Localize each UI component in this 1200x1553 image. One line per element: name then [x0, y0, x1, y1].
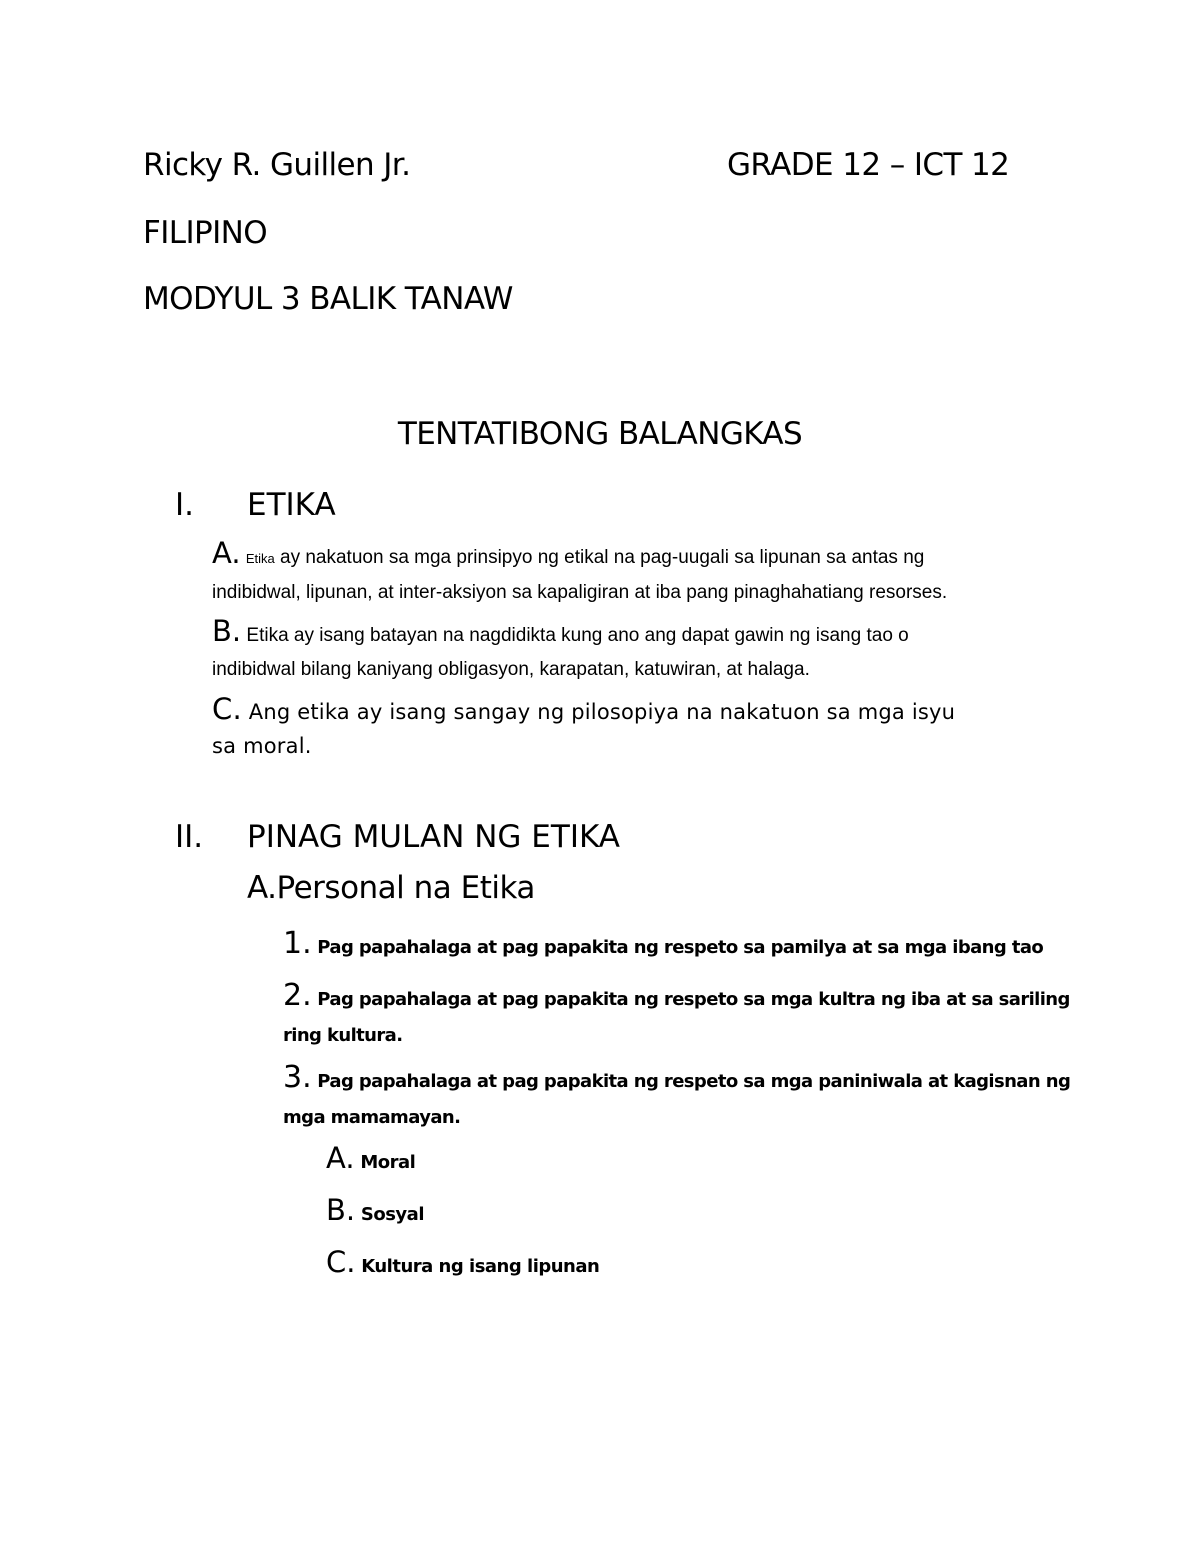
- personal-item-2: [283, 978, 1070, 1054]
- sub-item-kultura: [326, 1245, 599, 1279]
- item-2-line1: Pag papahalaga at pag papakita ng respeto sa mga kultra ng iba at sa sariling: [311, 989, 1070, 1010]
- item-3-line2: mga mamamayan.: [283, 1107, 461, 1128]
- item-1-marker: 1.: [283, 926, 312, 961]
- sub-item-b-text: Sosyal: [355, 1204, 424, 1225]
- point-a-line1: ay nakatuon sa mga prinsipyo ng etikal na pag-uugali sa lipunan sa antas ng: [274, 547, 925, 568]
- subsection-a-heading: Personal na Etika: [276, 870, 535, 906]
- sub-item-c-text: Kultura ng isang lipunan: [355, 1256, 600, 1277]
- point-a-lead: Etika: [245, 551, 275, 566]
- point-a-line2: indibidwal, lipunan, at inter-aksiyon sa kapaligiran at iba pang pinaghahatiang resorses.: [212, 582, 948, 603]
- point-b-marker: B.: [212, 614, 242, 648]
- etika-point-b: [212, 614, 909, 687]
- point-b-line2: indibidwal bilang kaniyang obligasyon, karapatan, katuwiran, at halaga.: [212, 659, 810, 680]
- sub-item-moral: [326, 1141, 415, 1175]
- section-2-heading: PINAG MULAN NG ETIKA: [247, 819, 620, 855]
- module-title: MODYUL 3 BALIK TANAW: [143, 281, 513, 317]
- item-3-marker: 3.: [283, 1060, 312, 1095]
- point-c-line2: sa moral.: [212, 734, 312, 758]
- personal-item-3: [283, 1060, 1070, 1136]
- point-c-line1: Ang etika ay isang sangay ng pilosopiya na nakatuon sa mga isyu: [241, 700, 956, 724]
- sub-item-a-text: Moral: [354, 1152, 416, 1173]
- subject-title: FILIPINO: [143, 215, 268, 251]
- point-c-marker: C.: [212, 692, 242, 726]
- personal-item-1: [283, 926, 1043, 966]
- section-1-numeral: I.: [175, 487, 194, 523]
- point-b-line1: Etika ay isang batayan na nagdidikta kung ano ang dapat gawin ng isang tao o: [241, 625, 909, 646]
- student-name: Ricky R. Guillen Jr.: [143, 147, 411, 183]
- item-1-line1: Pag papahalaga at pag papakita ng respeto sa pamilya at sa mga ibang tao: [311, 937, 1044, 958]
- etika-point-a: [212, 536, 947, 610]
- section-1-heading: ETIKA: [247, 487, 336, 523]
- sub-item-sosyal: [326, 1193, 424, 1227]
- section-2-numeral: II.: [175, 819, 204, 855]
- document-title: TENTATIBONG BALANGKAS: [397, 416, 803, 452]
- item-3-line1: Pag papahalaga at pag papakita ng respeto sa mga paniniwala at kagisnan ng: [311, 1071, 1071, 1092]
- etika-point-c: [212, 692, 955, 763]
- grade-section: GRADE 12 – ICT 12: [727, 147, 1010, 183]
- point-a-marker: A.: [212, 536, 241, 570]
- item-2-line2: ring kultura.: [283, 1025, 403, 1046]
- sub-item-b-marker: B.: [326, 1193, 356, 1227]
- subsection-a: [247, 870, 535, 906]
- subsection-a-marker: A.: [247, 870, 277, 906]
- sub-item-a-marker: A.: [326, 1141, 355, 1175]
- item-2-marker: 2.: [283, 978, 312, 1013]
- sub-item-c-marker: C.: [326, 1245, 356, 1279]
